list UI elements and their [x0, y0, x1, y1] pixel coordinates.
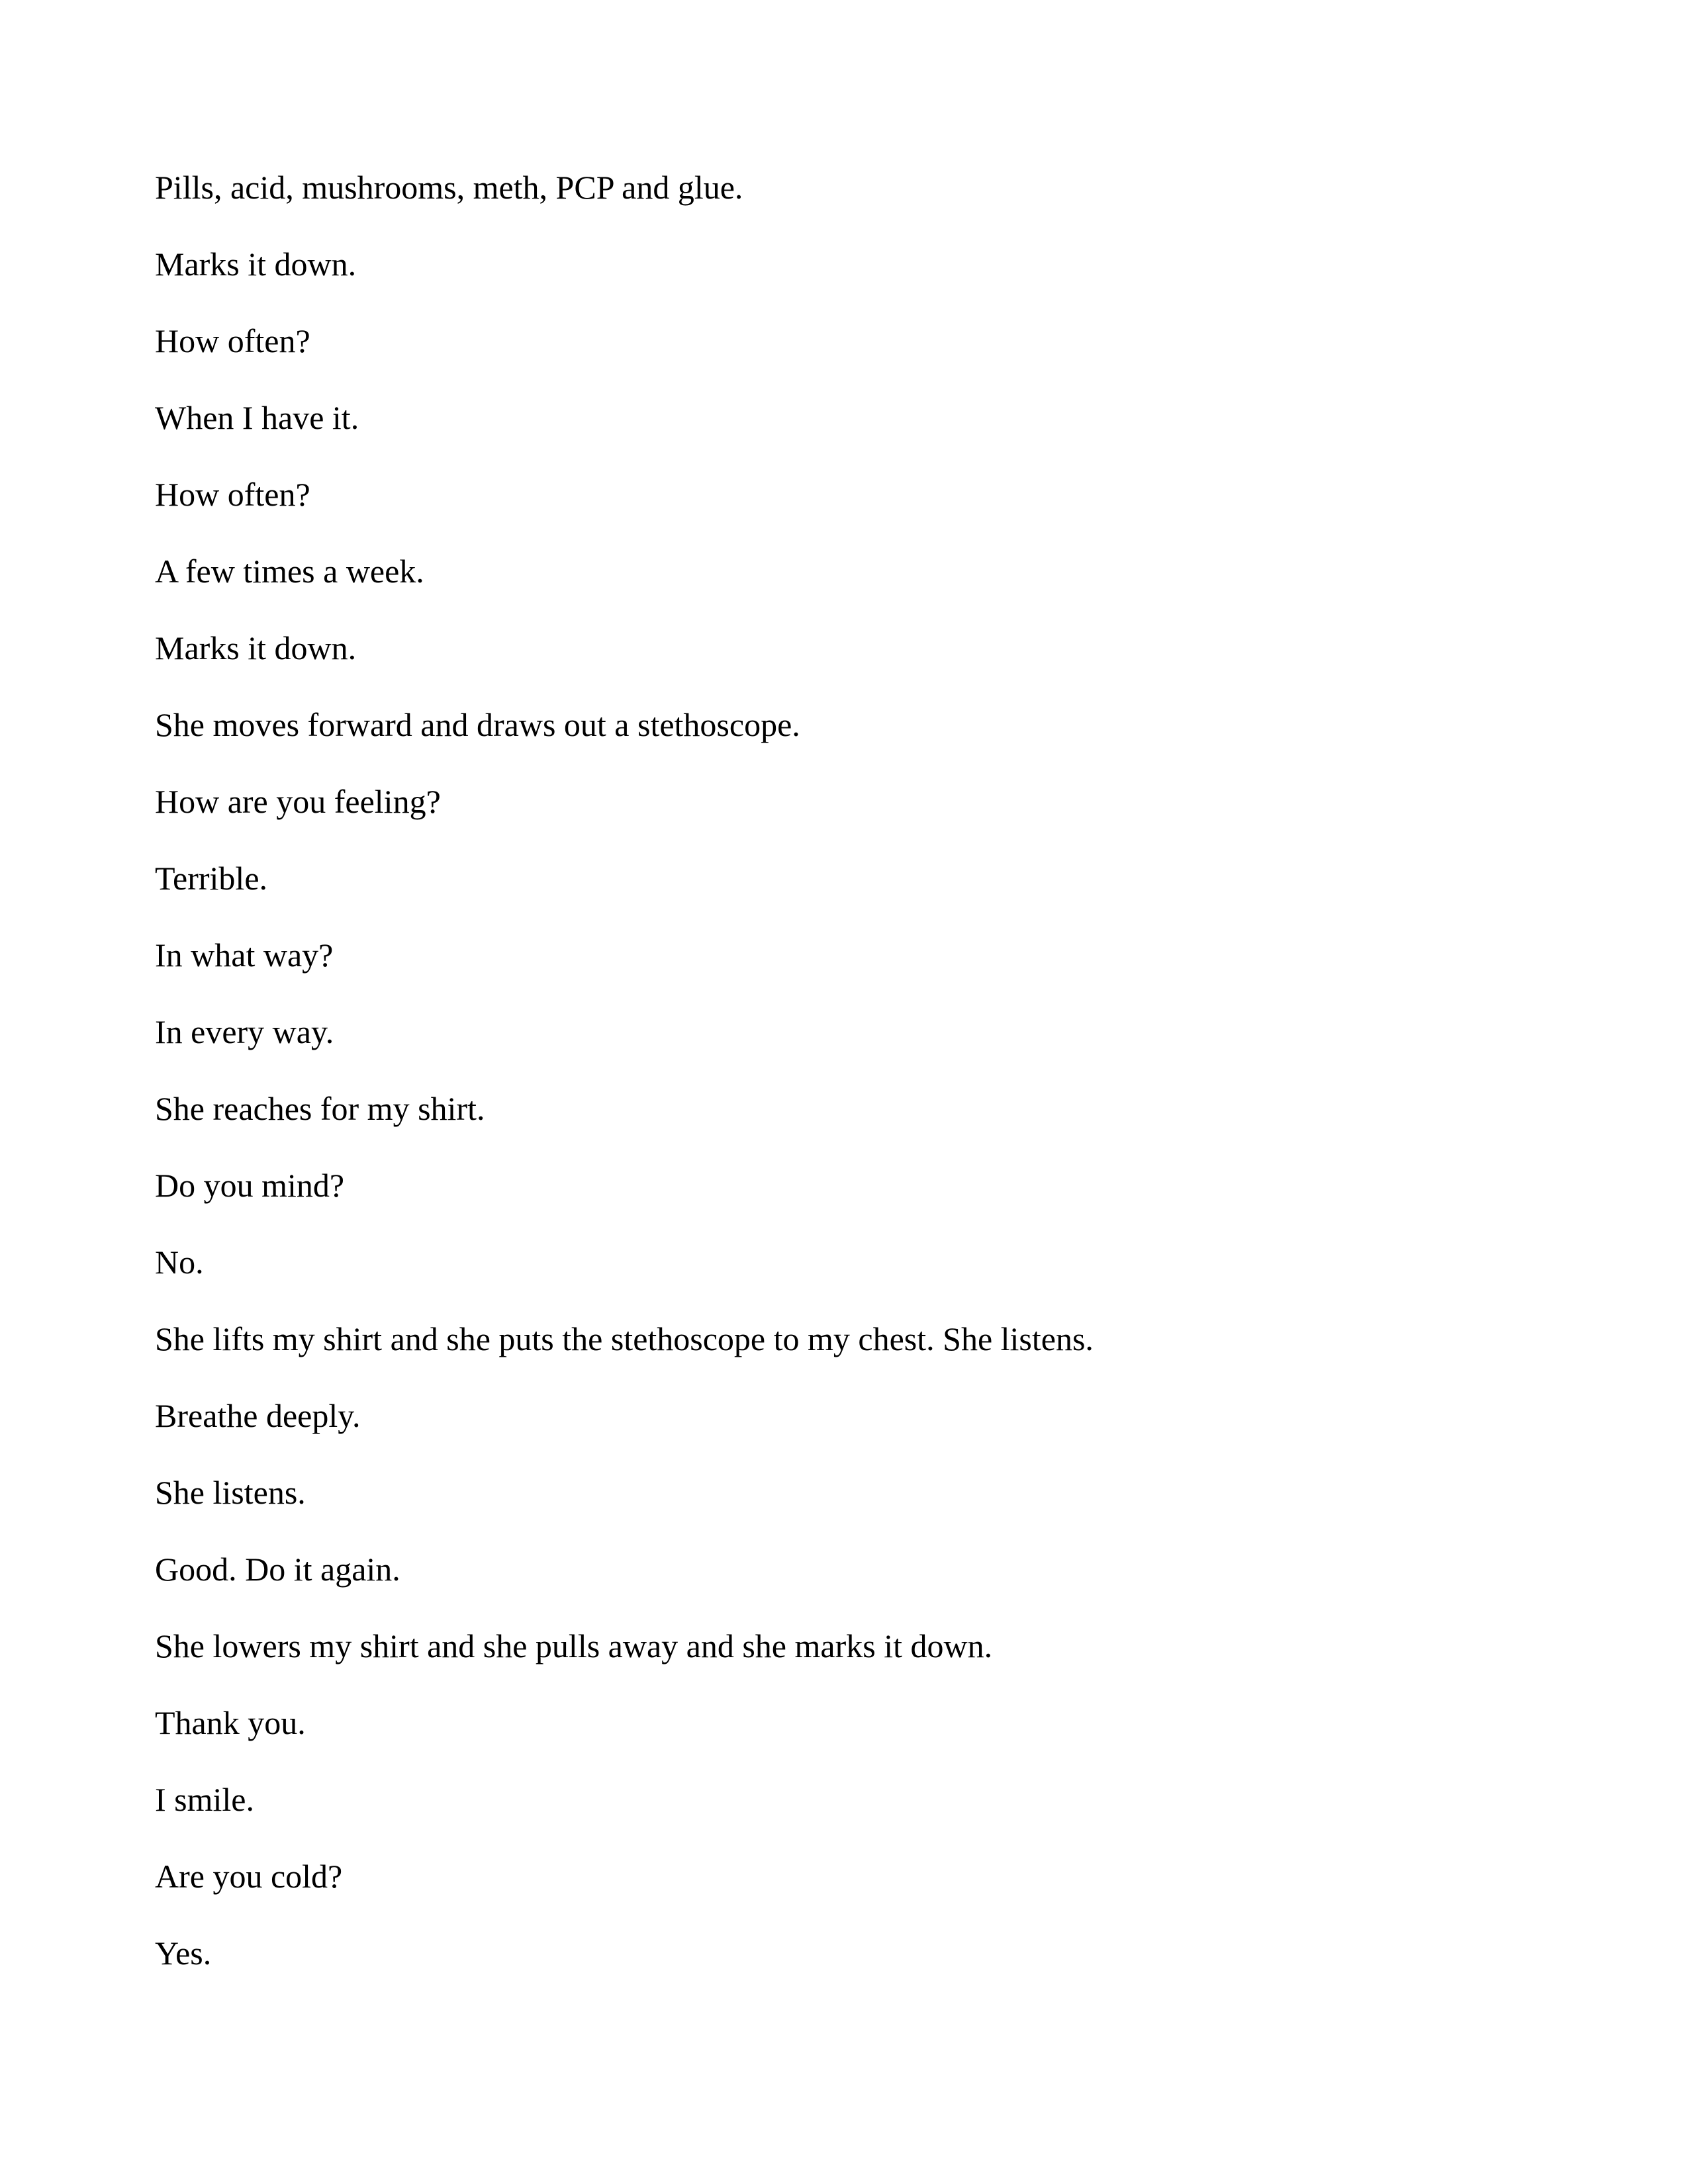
- text-line: Terrible.: [155, 860, 268, 897]
- text-line: She reaches for my shirt.: [155, 1090, 485, 1127]
- text-line: How are you feeling?: [155, 783, 441, 820]
- text-line: Good. Do it again.: [155, 1551, 400, 1588]
- text-line: Thank you.: [155, 1704, 306, 1741]
- text-line: Marks it down.: [155, 629, 357, 666]
- text-line: A few times a week.: [155, 553, 424, 590]
- text-line: Do you mind?: [155, 1167, 345, 1204]
- text-line: In every way.: [155, 1013, 334, 1050]
- text-line: When I have it.: [155, 399, 359, 436]
- text-line: How often?: [155, 476, 310, 513]
- text-line: She moves forward and draws out a stethoscope.: [155, 706, 800, 743]
- text-line: Pills, acid, mushrooms, meth, PCP and glue.: [155, 169, 743, 206]
- text-line: I smile.: [155, 1781, 254, 1818]
- document-body: [155, 149, 1545, 1991]
- text-line: Breathe deeply.: [155, 1397, 361, 1434]
- text-line: She lowers my shirt and she pulls away and she marks it down.: [155, 1627, 993, 1664]
- text-line: No.: [155, 1244, 204, 1281]
- text-line: How often?: [155, 322, 310, 359]
- text-line: She listens.: [155, 1474, 306, 1511]
- text-line: Marks it down.: [155, 246, 357, 283]
- text-line: In what way?: [155, 936, 334, 974]
- text-line: She lifts my shirt and she puts the stethoscope to my chest. She listens.: [155, 1320, 1094, 1357]
- text-line: Are you cold?: [155, 1858, 343, 1895]
- text-line: Yes.: [155, 1934, 212, 1972]
